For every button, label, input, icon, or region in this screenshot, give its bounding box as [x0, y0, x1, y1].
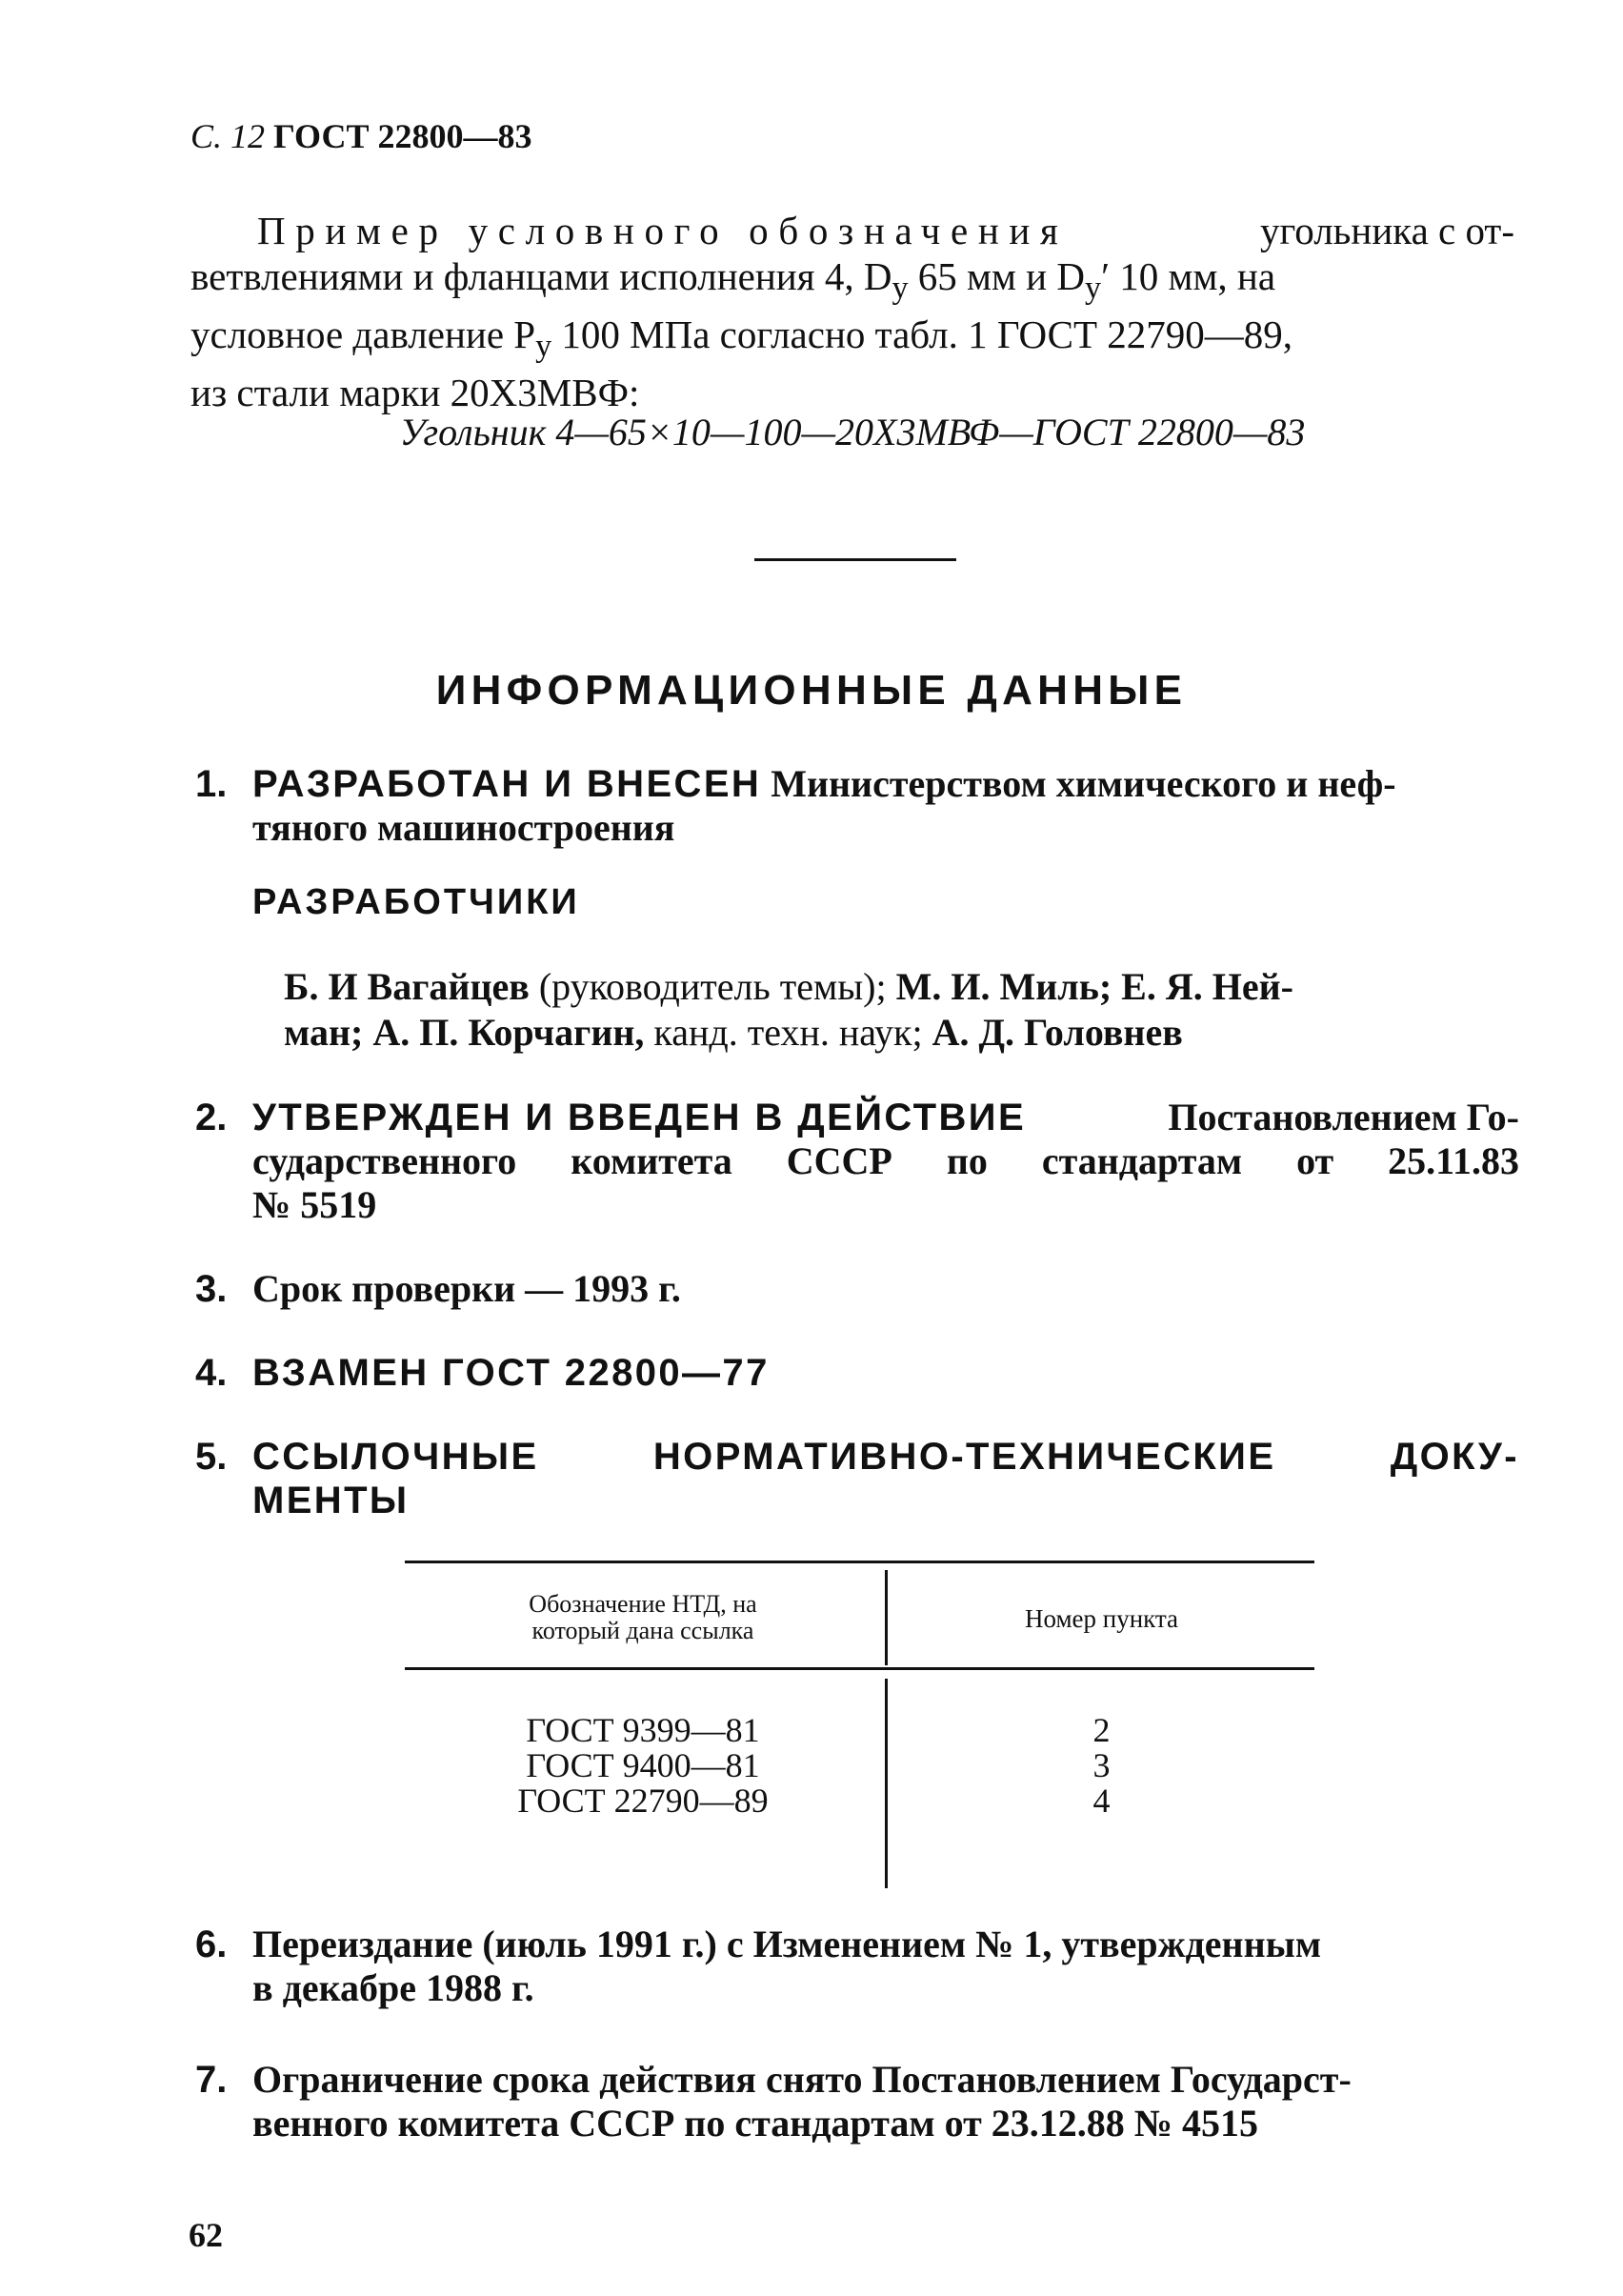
item-caps: УТВЕРЖДЕН И ВВЕДЕН В ДЕЙСТВИЕ — [252, 1097, 1027, 1138]
item-caps: РАЗРАБОТАН И ВНЕСЕН — [252, 763, 762, 805]
subscript: у — [1084, 271, 1102, 307]
item-word: сударственного — [252, 1139, 517, 1182]
separator-rule — [754, 558, 956, 561]
item-text: Переиздание (июль 1991 г.) с Изменением № 1, утвержденным — [252, 1923, 1322, 1965]
table-cell-doc: ГОСТ 9399—81 — [526, 1711, 760, 1749]
table-cell-doc: ГОСТ 22790—89 — [517, 1782, 769, 1820]
item-number: 6. — [195, 1923, 228, 1965]
item-number: 1. — [195, 763, 228, 805]
developer-name: Б. И Вагайцев — [284, 965, 530, 1008]
developer-name: М. И. Миль; Е. Я. Ней- — [895, 965, 1293, 1008]
developer-role: (руководитель темы); — [529, 965, 896, 1008]
table-cell-item: 2 — [1092, 1711, 1111, 1749]
item-caps-cont: МЕНТЫ — [252, 1480, 410, 1521]
page-header — [190, 116, 531, 156]
table-header-rule — [405, 1667, 1314, 1670]
references-table — [405, 1561, 1314, 1888]
example-line2b: 65 мм и D — [908, 254, 1085, 298]
developer-name: А. Д. Головнев — [932, 1011, 1183, 1054]
info-item-5 — [195, 1435, 1519, 1522]
item-text: Постановлением Го- — [1168, 1096, 1519, 1138]
page-label: С. 12 — [190, 117, 266, 155]
example-line3: условное давление P — [190, 312, 536, 357]
example-line1-rest: угольника с от- — [1259, 209, 1514, 252]
item-text-cont: тяного машиностроения — [252, 806, 675, 849]
table-cell-item: 4 — [1092, 1782, 1111, 1820]
example-lead: Пример условного обозначения — [257, 209, 1069, 252]
item-word: 25.11.83 — [1388, 1139, 1519, 1182]
info-item-4 — [195, 1351, 1519, 1395]
example-paragraph — [190, 208, 1514, 415]
subscript: у — [535, 329, 552, 365]
item-word: стандартам — [1041, 1139, 1243, 1182]
table-header-document — [405, 1591, 881, 1644]
item-text-cont: в декабре 1988 г. — [252, 1966, 534, 2009]
standard-number: ГОСТ 22800—83 — [273, 117, 532, 155]
example-line2c: ′ 10 мм, на — [1101, 254, 1276, 298]
example-line3b: 100 МПа согласно табл. 1 ГОСТ 22790—89, — [551, 312, 1292, 357]
item-caps: ВЗАМЕН ГОСТ 22800—77 — [252, 1352, 770, 1394]
item-text: Министерством химического и неф- — [761, 762, 1396, 805]
item-caps: ССЫЛОЧНЫЕ — [252, 1436, 539, 1478]
section-title: ИНФОРМАЦИОННЫЕ ДАННЫЕ — [435, 667, 1188, 714]
table-col-items — [889, 1713, 1314, 1819]
developers-list — [284, 964, 1522, 1056]
info-item-1 — [195, 762, 1519, 850]
item-number: 4. — [195, 1352, 228, 1394]
example-line4: из стали марки 20Х3МВФ: — [190, 371, 640, 415]
item-number: 2. — [195, 1097, 228, 1138]
item-caps: ДОКУ- — [1390, 1436, 1519, 1478]
item-text: Срок проверки — 1993 г. — [252, 1267, 681, 1310]
item-number: 5. — [195, 1436, 228, 1478]
item-word: от — [1296, 1139, 1334, 1182]
item-word: СССР — [786, 1139, 892, 1182]
subscript: у — [892, 271, 909, 307]
table-col-docs — [405, 1713, 881, 1819]
header-line: который дана ссылка — [531, 1617, 754, 1644]
example-line2: ветвлениями и фланцами исполнения 4, D — [190, 254, 892, 298]
item-number: 7. — [195, 2059, 228, 2101]
item-word: комитета — [571, 1139, 732, 1182]
item-caps: НОРМАТИВНО-ТЕХНИЧЕСКИЕ — [652, 1436, 1276, 1478]
item-text-cont: № 5519 — [252, 1183, 377, 1226]
info-item-7 — [195, 2058, 1519, 2145]
developers-heading: РАЗРАБОТЧИКИ — [252, 882, 580, 922]
info-item-6 — [195, 1923, 1519, 2010]
header-line: Обозначение НТД, на — [529, 1590, 757, 1618]
item-text-cont: венного комитета СССР по стандартам от 23.12.88 № 4515 — [252, 2102, 1258, 2145]
item-number: 3. — [195, 1268, 228, 1310]
table-header-item: Номер пункта — [1024, 1604, 1179, 1633]
table-col-divider — [885, 1570, 888, 1665]
table-col-divider — [885, 1679, 888, 1888]
item-word: по — [946, 1139, 988, 1182]
table-top-rule — [405, 1561, 1314, 1563]
developer-degree: канд. техн. наук; — [644, 1011, 932, 1054]
table-cell-doc: ГОСТ 9400—81 — [526, 1746, 760, 1784]
developer-name: ман; А. П. Корчагин, — [284, 1011, 645, 1054]
item-text: Ограничение срока действия снято Постановлением Государст- — [252, 2058, 1352, 2101]
page-number: 62 — [189, 2216, 223, 2254]
info-item-3 — [195, 1267, 1519, 1311]
info-item-2 — [195, 1096, 1519, 1227]
designation-example: Угольник 4—65×10—100—20Х3МВФ—ГОСТ 22800—83 — [399, 411, 1306, 453]
table-cell-item: 3 — [1092, 1746, 1111, 1784]
